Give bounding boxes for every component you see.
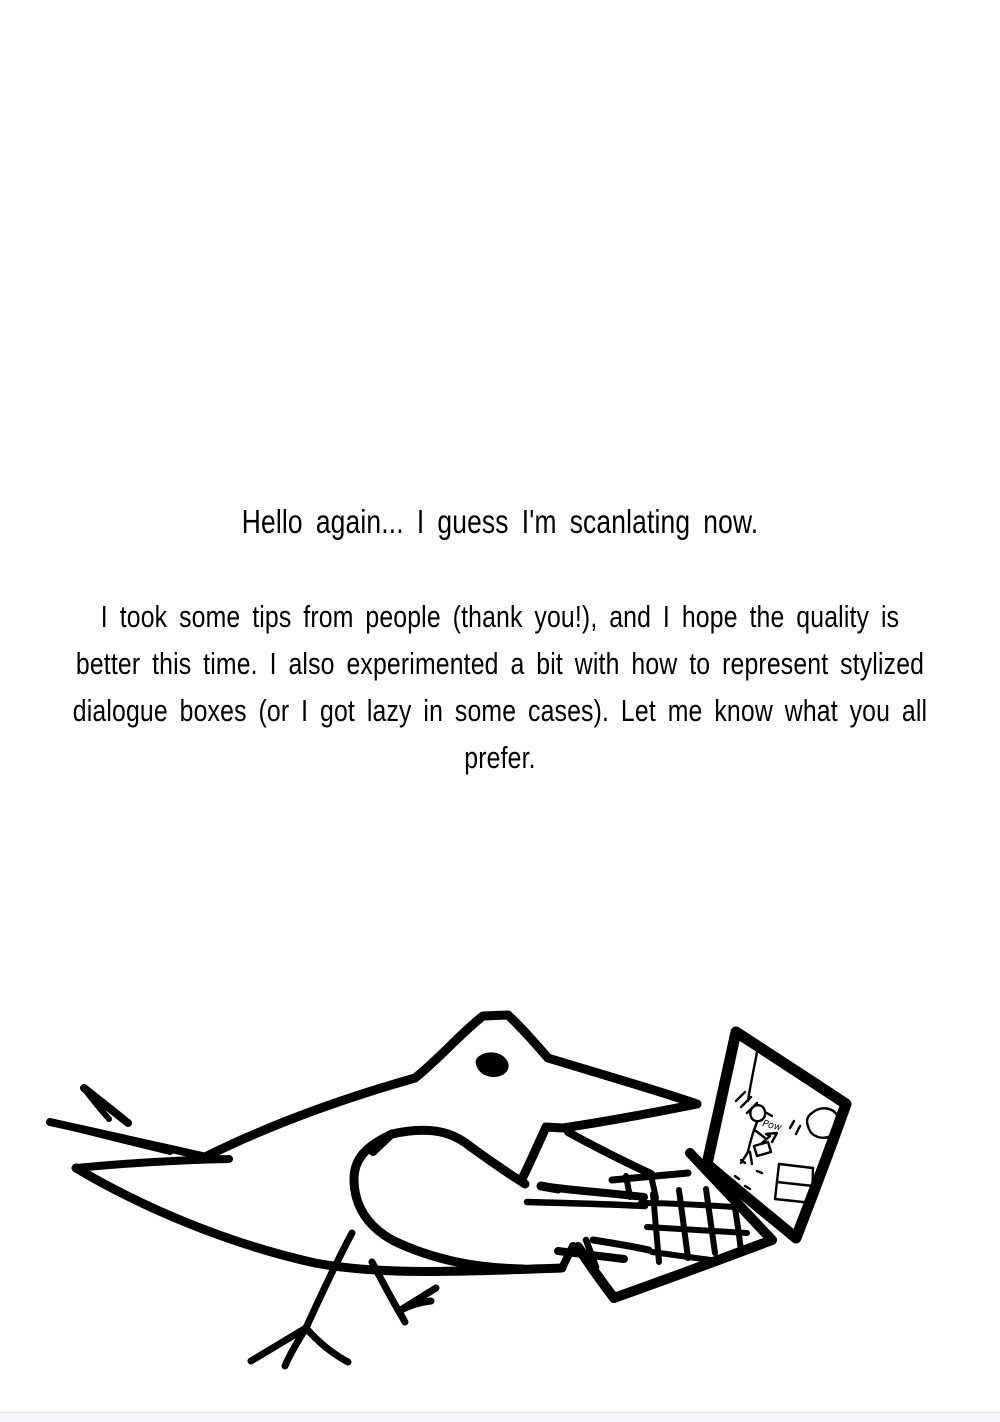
bird-throat bbox=[568, 1132, 651, 1174]
note-heading: Hello again... I guess I'm scanlating now. bbox=[241, 503, 759, 540]
bird-belly bbox=[76, 1168, 562, 1272]
screen-doodle-text: Pow bbox=[761, 1118, 783, 1134]
bird-tail bbox=[50, 1088, 229, 1168]
laptop-keyboard bbox=[578, 1153, 772, 1298]
paragraph-line: I took some tips from people (thank you!), and I hope the quality is bbox=[100, 599, 900, 634]
bird-head bbox=[415, 1015, 697, 1181]
page-bottom-edge bbox=[0, 1412, 1000, 1422]
paragraph-line: better this time. I also experimented a bit with how to represent stylized bbox=[75, 646, 925, 681]
bird-eye bbox=[476, 1052, 509, 1077]
paragraph-line: prefer. bbox=[464, 740, 536, 775]
bird-sketch bbox=[50, 1015, 697, 1366]
paragraph-line: dialogue boxes (or I got lazy in some cases). Let me know what you all bbox=[72, 693, 928, 728]
